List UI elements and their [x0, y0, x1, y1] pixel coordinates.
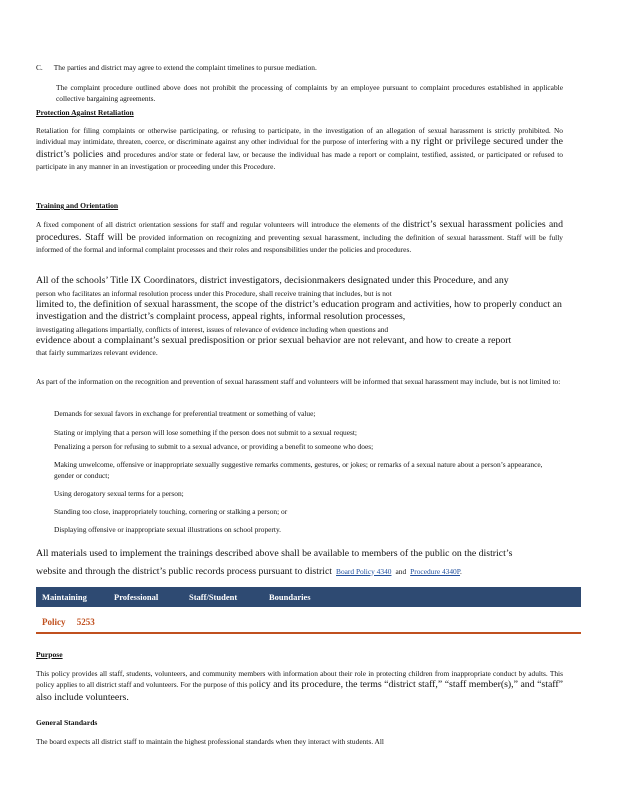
- section-banner: [36, 587, 581, 607]
- training-paragraph-2: [36, 275, 563, 358]
- policy-rule: [36, 632, 581, 634]
- training-p1-b: district’s sexual harassment policies and procedures. Staff will be: [36, 219, 563, 243]
- training-paragraph-3: As part of the information on the recognition and prevention of sexual harassment staff and volunteers will be informed that sexual harassment may include, but is not limited to:: [36, 377, 561, 386]
- list-item: Using derogatory sexual terms for a person;: [54, 489, 184, 498]
- list-item: Penalizing a person for refusing to submit to a sexual advance, or providing a benefit to someone who does;: [54, 442, 374, 451]
- item-c-text: The parties and district may agree to extend the complaint timelines to pursue mediation.: [53, 63, 317, 72]
- and-text: and: [395, 566, 407, 576]
- banner-word-professional: Professional: [114, 592, 159, 602]
- public-materials-paragraph: All materials used to implement the trainings described above shall be available to members of the public on the district’s website and through the district’s public records process pursuant to district Board Policy 4340 and Procedure 4340P.: [36, 548, 563, 579]
- list-item: Demands for sexual favors in exchange for preferential treatment or something of value;: [54, 409, 316, 418]
- retaliation-text-end: procedures and/or state or federal law, or because the individual has made a report or complaint, testified, assisted, or participated or refused to participate in any manner in an investigation or proceeding under this Procedure.: [36, 149, 563, 171]
- training-paragraph-1: [36, 219, 563, 255]
- general-standards-paragraph: The board expects all district staff to maintain the highest professional standards when they interact with students. All: [36, 737, 384, 746]
- purpose-text: This policy provides all staff, students, volunteers, and community members with information about their role in protecting children from inappropriate conduct by adults. This policy applies to all district staff and volunteers. For the purpose of this pol: [36, 669, 563, 689]
- purpose-text-large: icy and its procedure, the terms “district staff,” “staff member(s),” and “staff” also include volunteers.: [36, 679, 563, 703]
- policy-number: 5253: [76, 617, 95, 627]
- public-materials-b: website and through the district’s public records process pursuant to district: [36, 565, 333, 577]
- training-p2-d: investigating allegations impartially, conflicts of interest, issues of relevance of evidence including when questions and: [36, 324, 389, 334]
- purpose-heading: Purpose: [36, 650, 63, 659]
- public-materials-a: All materials used to implement the trainings described above shall be available to members of the public on the district’s: [36, 548, 513, 559]
- purpose-paragraph: [36, 668, 563, 704]
- training-p2-b: person who facilitates an informal resolution process under this Procedure, shall receive training that includes, but is not: [36, 288, 392, 298]
- item-c-marker: C.: [36, 63, 43, 72]
- retaliation-paragraph: [36, 125, 563, 172]
- list-item: Displaying offensive or inappropriate sexual illustrations on school property.: [54, 525, 282, 534]
- list-item: Standing too close, inappropriately touching, cornering or stalking a person; or: [54, 507, 288, 516]
- board-policy-4340-link[interactable]: Board Policy 4340: [336, 566, 392, 576]
- training-p2-c: limited to, the definition of sexual harassment, the scope of the district’s education program and activities, how to properly conduct an investigation and the district’s complaint process, appeal rights, informal resolution processes,: [36, 298, 562, 322]
- retaliation-heading: Protection Against Retaliation: [36, 108, 134, 117]
- procedure-4340p-link[interactable]: Procedure 4340P: [410, 566, 461, 576]
- list-item: Making unwelcome, offensive or inappropriate sexually suggestive remarks comments, gestures, or jokes; or remarks of a sexual nature about a person’s appearance, gender or conduct;: [54, 460, 543, 480]
- retaliation-text-small: Retaliation for filing complaints or otherwise participating, or refusing to participate, in the investigation of an allegation of sexual harassment is strictly prohibited. No individual may intimidate, threaten, coerce, or discriminate against any other individual for the purpose of interfering with a: [36, 126, 563, 146]
- training-p2-f: that fairly summarizes relevant evidence.: [36, 348, 158, 357]
- training-p1-c: provided information on recognizing and preventing sexual harassment, including the definition of sexual harassment. Staff will be fully informed of the formal and informal complaint processes and their roles and responsibilities under the policies and procedures.: [36, 232, 563, 254]
- banner-word-maintaining: Maintaining: [42, 592, 87, 602]
- item-c: [36, 62, 563, 73]
- retaliation-text-large: ny right or privilege secured under the district’s policies and: [36, 136, 563, 160]
- general-standards-heading: General Standards: [36, 718, 98, 727]
- training-p2-e: evidence about a complainant’s sexual predisposition or prior sexual behavior are not relevant, and how to create a report: [36, 334, 512, 346]
- training-p1-a: A fixed component of all district orientation sessions for staff and regular volunteers will introduce the elements of the: [36, 220, 401, 229]
- training-heading: Training and Orientation: [36, 201, 119, 210]
- training-p2-a: All of the schools’ Title IX Coordinators, district investigators, decisionmakers designated under this Procedure, and any: [36, 275, 509, 286]
- banner-word-boundaries: Boundaries: [269, 592, 311, 602]
- collective-bargaining-paragraph: The complaint procedure outlined above does not prohibit the processing of complaints by an employee pursuant to complaint procedures established in applicable collective bargaining agreements.: [56, 83, 563, 103]
- banner-word-staff-student: Staff/Student: [189, 592, 238, 602]
- list-item: Stating or implying that a person will lose something if the person does not submit to a sexual request;: [54, 428, 357, 437]
- policy-label: Policy: [42, 617, 66, 627]
- policy-title: [42, 617, 95, 627]
